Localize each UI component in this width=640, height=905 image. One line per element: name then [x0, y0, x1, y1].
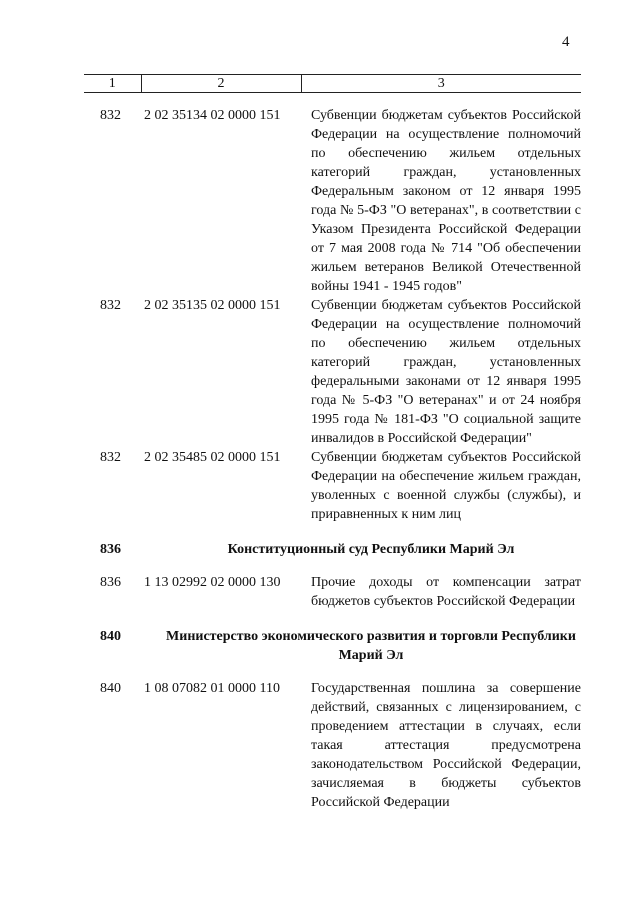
table-row — [84, 679, 581, 812]
revenue-codes-table — [84, 74, 581, 812]
revenue-description: Субвенции бюджетам субъектов Российской Федерации на осуществление полномочий по обеспечению жильем отдельных категорий граждан, установленных федеральными законами от 12 января 1995 года № 5-ФЗ "О ветеранах" и от 24 ноября 1995 года № 181-ФЗ "О социальной защите инвалидов в Российской Федерации" — [311, 298, 581, 446]
revenue-description: Прочие доходы от компенсации затрат бюджетов субъектов Российской Федерации — [311, 575, 581, 609]
revenue-code: 2 02 35135 02 0000 151 — [144, 298, 281, 313]
admin-code: 832 — [100, 108, 121, 123]
column-header-2: 2 — [141, 75, 301, 93]
revenue-code: 2 02 35485 02 0000 151 — [144, 450, 281, 465]
section-admin-code: 836 — [100, 542, 121, 557]
column-header-1: 1 — [84, 75, 141, 93]
section-header-row — [84, 524, 581, 573]
section-title: Конституционный суд Республики Марий Эл — [227, 542, 515, 557]
admin-code: 832 — [100, 298, 121, 313]
table-header — [84, 75, 581, 93]
admin-code: 832 — [100, 450, 121, 465]
revenue-code: 1 13 02992 02 0000 130 — [144, 575, 281, 590]
admin-code: 840 — [100, 681, 121, 696]
admin-code: 836 — [100, 575, 121, 590]
section-admin-code: 840 — [100, 629, 121, 644]
section-title: Министерство экономического развития и торговли Республики Марий Эл — [166, 629, 576, 663]
revenue-code: 2 02 35134 02 0000 151 — [144, 108, 281, 123]
table-row — [84, 93, 581, 297]
revenue-description: Государственная пошлина за совершение действий, связанных с лицензированием, с проведением аттестации в случаях, если такая аттестация предусмотрена законодательством Российской Федерации, зачисляемая в бюджеты субъектов Российской Федерации — [311, 681, 581, 810]
revenue-code: 1 08 07082 01 0000 110 — [144, 681, 280, 696]
table-row — [84, 448, 581, 524]
table-row — [84, 296, 581, 448]
page-number: 4 — [562, 34, 570, 50]
table-row — [84, 573, 581, 611]
revenue-description: Субвенции бюджетам субъектов Российской Федерации на осуществление полномочий по обеспечению жильем отдельных категорий граждан, установленных Федеральным законом от 12 января 1995 года № 5-ФЗ "О ветеранах", в соответствии с Указом Президента Российской Федерации от 7 мая 2008 года № 714 "Об обеспечении жильем ветеранов Великой Отечественной войны 1941 - 1945 годов" — [311, 108, 581, 294]
column-header-3: 3 — [301, 75, 581, 93]
revenue-description: Субвенции бюджетам субъектов Российской Федерации на обеспечение жильем граждан, уволенных с военной службы (службы), и приравненных к ним лиц — [311, 450, 581, 522]
section-header-row — [84, 611, 581, 679]
